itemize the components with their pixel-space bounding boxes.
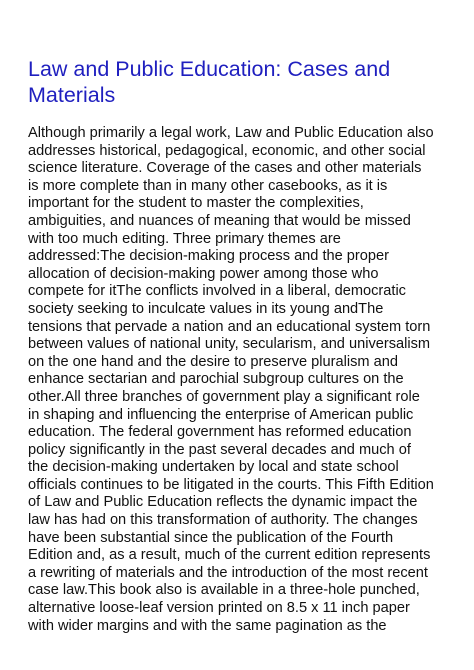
body-line: tensions that pervade a nation and an educational system torn xyxy=(28,318,431,335)
body-line: society seeking to inculcate values in its young andThe xyxy=(28,300,384,317)
body-line: in shaping and influencing the enterprise of American public xyxy=(28,406,414,423)
body-line: with too much editing. Three primary themes are xyxy=(28,230,341,247)
body-line: officials continues to be litigated in the courts. This Fifth Edition xyxy=(28,476,434,493)
body-line: policy significantly in the past several decades and much of xyxy=(28,441,411,458)
body-line: on the one hand and the desire to preserve pluralism and xyxy=(28,353,398,370)
body-line: with wider margins and with the same pagination as the xyxy=(28,617,387,634)
body-line: between values of national unity, secularism, and universalism xyxy=(28,336,431,353)
document-title xyxy=(28,56,448,108)
document-body xyxy=(28,125,448,635)
body-line: Although primarily a legal work, Law and Public Education also xyxy=(28,125,434,141)
body-line: is more complete than in many other casebooks, as it is xyxy=(28,177,388,194)
title-line-2: Materials xyxy=(28,83,116,107)
body-line: law has had on this transformation of authority. The changes xyxy=(28,512,418,529)
body-line: alternative loose-leaf version printed on 8.5 x 11 inch paper xyxy=(28,600,410,617)
body-line: allocation of decision-making power among those who xyxy=(28,265,379,282)
body-line: have been substantial since the publication of the Fourth xyxy=(28,529,394,546)
body-line: the decision-making undertaken by local and state school xyxy=(28,459,399,476)
body-line: enhance sectarian and parochial subgroup cultures on the xyxy=(28,371,404,388)
body-line: a rewriting of materials and the introduction of the most recent xyxy=(28,564,428,581)
title-line-1: Law and Public Education: Cases and xyxy=(28,57,391,81)
body-line: science literature. Coverage of the cases and other materials xyxy=(28,160,422,177)
body-line: education. The federal government has reformed education xyxy=(28,424,412,441)
body-line: Edition and, as a result, much of the current edition represents xyxy=(28,547,431,564)
body-line: important for the student to master the complexities, xyxy=(28,195,364,212)
body-line: case law.This book also is available in a three-hole punched, xyxy=(28,582,420,599)
body-line: addresses historical, pedagogical, economic, and other social xyxy=(28,142,426,159)
body-line: addressed:The decision-making process and the proper xyxy=(28,248,389,265)
body-line: compete for itThe conflicts involved in a liberal, democratic xyxy=(28,283,406,300)
body-line: ambiguities, and nuances of meaning that would be missed xyxy=(28,212,411,229)
body-line: other.All three branches of government play a significant role xyxy=(28,388,420,405)
body-line: of Law and Public Education reflects the dynamic impact the xyxy=(28,494,418,511)
